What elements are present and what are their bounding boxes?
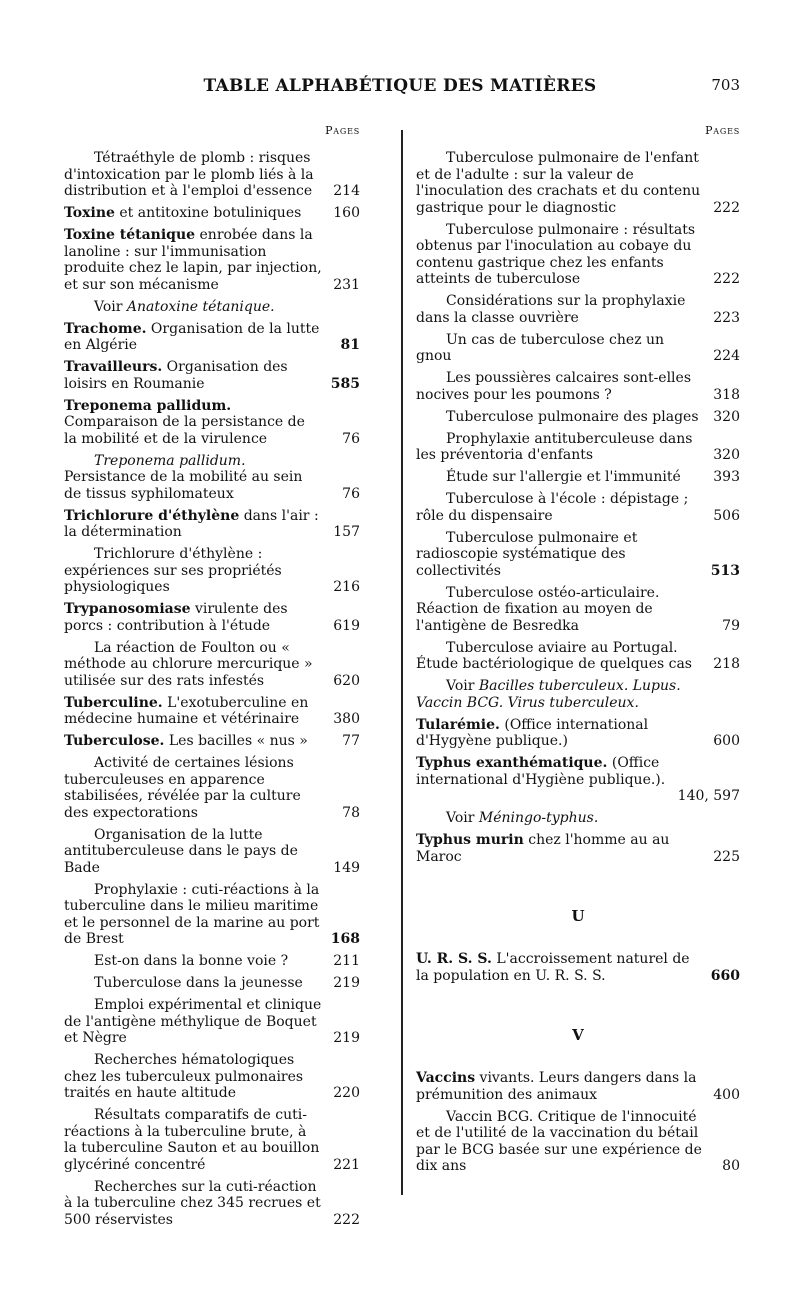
entry-text: chez l'homme au au Maroc xyxy=(416,832,670,865)
see-also-entry xyxy=(64,299,360,316)
section-letter-u: U xyxy=(571,907,585,925)
index-entry xyxy=(64,997,360,1047)
entry-page: 225 xyxy=(713,848,740,865)
entry-page: 506 xyxy=(713,507,740,524)
entry-page: 214 xyxy=(333,183,360,199)
index-entry xyxy=(416,951,740,984)
column-divider xyxy=(401,130,403,1195)
index-entry xyxy=(416,293,740,326)
entry-text: Prophylaxie antituberculeuse dans les préventoria d'enfants xyxy=(416,430,693,463)
index-entry xyxy=(64,205,360,222)
entry-page: 78 xyxy=(342,804,360,821)
see-also-entry xyxy=(416,678,740,711)
index-entry xyxy=(64,601,360,634)
entry-text: enrobée dans la lanoline : sur l'immunisation produite chez le lapin, par injection, et sur son mécanisme xyxy=(64,227,322,293)
entry-text: (Office international d'Hygiène publique.). xyxy=(416,755,666,788)
entry-page: 619 xyxy=(333,617,360,634)
index-entry xyxy=(416,1109,740,1175)
index-entry xyxy=(64,150,360,200)
index-entry xyxy=(416,530,740,580)
index-entry xyxy=(416,491,740,524)
entry-page: 157 xyxy=(333,524,360,540)
entry-heading: Toxine tétanique xyxy=(64,227,196,243)
index-entry xyxy=(416,469,740,486)
entry-page: 168 xyxy=(330,931,360,947)
index-entry xyxy=(416,755,740,805)
entry-text: Tuberculose pulmonaire et radioscopie systématique des collectivités xyxy=(416,529,638,579)
entry-text: Comparaison de la persistance de la mobilité et de la virulence xyxy=(64,414,305,447)
entry-page: 222 xyxy=(713,271,740,287)
entry-page: 221 xyxy=(333,1156,360,1173)
entry-page: 218 xyxy=(713,656,740,672)
entry-heading: Vaccins xyxy=(416,1070,476,1086)
right-column xyxy=(416,150,740,1180)
index-entry xyxy=(64,321,360,354)
index-entry xyxy=(64,398,360,448)
index-entry xyxy=(416,332,740,365)
index-entry xyxy=(64,546,360,596)
index-entry xyxy=(64,733,360,750)
section-letter-v: V xyxy=(572,1026,584,1044)
entry-text: Trichlorure d'éthylène : expériences sur ses propriétés physiologiques xyxy=(64,546,282,595)
entry-heading: Toxine xyxy=(64,205,115,221)
entry-page: 219 xyxy=(333,1030,360,1046)
index-entry xyxy=(416,409,740,426)
entry-text: Persistance de la mobilité au sein de tissus syphilomateux xyxy=(64,469,303,502)
entry-text: Organisation de la lutte en Algérie xyxy=(64,320,320,353)
index-entry xyxy=(64,953,360,970)
entry-text: Recherches sur la cuti-réaction à la tuberculine chez 345 recrues et 500 réservistes xyxy=(64,1178,321,1228)
entry-page: 400 xyxy=(713,1086,740,1103)
entry-text: Considérations sur la prophylaxie dans la classe ouvrière xyxy=(416,293,686,326)
entry-text: Organisation de la lutte antituberculeuse dans le pays de Bade xyxy=(64,826,298,876)
entry-heading: Trachome. xyxy=(64,320,147,337)
column-header-pages-right: Pages xyxy=(705,124,740,137)
entry-page: 211 xyxy=(333,953,360,969)
entry-page: 620 xyxy=(333,672,360,689)
entry-text: L'accroissement naturel de la population en U. R. S. S. xyxy=(416,951,690,984)
entry-text: Tétraéthyle de plomb : risques d'intoxication par le plomb liés à la distribution et à l'emploi d'essence xyxy=(64,150,314,199)
entry-page: 77 xyxy=(342,733,360,749)
entry-page: 231 xyxy=(333,276,360,293)
index-entry xyxy=(64,695,360,728)
entry-text: Recherches hématologiques chez les tuberculeux pulmonaires traités en haute altitude xyxy=(64,1052,304,1101)
index-entry xyxy=(416,832,740,865)
index-entry xyxy=(416,585,740,635)
index-entry xyxy=(416,1070,740,1103)
entry-page: 140, 597 xyxy=(677,788,740,804)
index-entry xyxy=(64,1179,360,1229)
entry-page: 76 xyxy=(342,485,360,502)
entry-text: Emploi expérimental et clinique de l'antigène méthylique de Boquet et Nègre xyxy=(64,997,322,1046)
entry-heading: Travailleurs. xyxy=(64,359,163,375)
entry-page: 320 xyxy=(713,408,740,425)
entry-text: et antitoxine botuliniques xyxy=(114,205,302,221)
entry-heading: Trypanosomiase xyxy=(64,601,191,617)
see-label: Voir xyxy=(446,678,479,694)
column-header-pages-left: Pages xyxy=(325,124,360,137)
entry-text: Tuberculose pulmonaire de l'enfant et de l'adulte : sur la valeur de l'inoculation des crachats et du contenu gastrique pour le diagnostic xyxy=(416,150,701,216)
index-entry xyxy=(416,370,740,403)
entry-page: 380 xyxy=(333,711,360,727)
entry-text: L'exotuberculine en médecine humaine et vétérinaire xyxy=(64,694,309,727)
entry-heading: Tuberculine. xyxy=(64,694,163,711)
see-label: Voir xyxy=(446,810,479,826)
index-entry xyxy=(416,222,740,288)
index-entry xyxy=(416,150,740,216)
entry-heading: Tuberculose. xyxy=(64,733,165,749)
entry-page: 79 xyxy=(722,617,740,634)
see-target: Bacilles tuberculeux. Lupus. Vaccin BCG. Virus tuberculeux. xyxy=(416,678,681,711)
entry-page: 76 xyxy=(342,430,360,447)
entry-page: 224 xyxy=(713,348,740,364)
entry-heading: Treponema pallidum. xyxy=(64,397,232,414)
index-entry xyxy=(64,827,360,877)
see-also-entry xyxy=(416,810,740,827)
index-entry xyxy=(64,640,360,690)
entry-page: 318 xyxy=(713,386,740,403)
entry-page: 220 xyxy=(333,1085,360,1101)
running-title: TABLE ALPHABÉTIQUE DES MATIÈRES xyxy=(203,76,597,96)
entry-page: 513 xyxy=(710,562,740,579)
index-entry xyxy=(64,1052,360,1102)
page-number: 703 xyxy=(711,76,740,94)
entry-text: Tuberculose aviaire au Portugal. Étude bactériologique de quelques cas xyxy=(416,639,692,672)
entry-text: Est-on dans la bonne voie ? xyxy=(94,953,289,969)
entry-page: 81 xyxy=(340,337,360,353)
entry-text: dans l'air : la détermination xyxy=(64,507,319,540)
entry-text: Un cas de tuberculose chez un gnou xyxy=(416,331,665,364)
entry-text: Tuberculose à l'école : dépistage ; rôle du dispensaire xyxy=(416,491,689,524)
entry-text: Vaccin BCG. Critique de l'innocuité et de l'utilité de la vaccination du bétail par le BCG basée sur une expérience de dix ans xyxy=(416,1108,702,1174)
entry-text: virulente des porcs : contribution à l'étude xyxy=(64,601,288,634)
index-entry xyxy=(416,717,740,750)
entry-page: 222 xyxy=(713,199,740,216)
entry-text: (Office international d'Hygyène publique.) xyxy=(416,716,649,749)
see-label: Voir xyxy=(94,298,127,315)
entry-page: 219 xyxy=(333,975,360,991)
entry-italic: Treponema pallidum. xyxy=(94,452,246,469)
entry-text: Étude sur l'allergie et l'immunité xyxy=(446,469,681,485)
see-target: Anatoxine tétanique. xyxy=(126,298,275,315)
entry-text: La réaction de Foulton ou « méthode au chlorure mercurique » utilisée sur des rats infestés xyxy=(64,639,313,689)
entry-page: 80 xyxy=(722,1158,740,1174)
entry-page: 223 xyxy=(713,309,740,326)
entry-heading: Typhus murin xyxy=(416,832,524,848)
entry-page: 393 xyxy=(713,469,740,485)
index-entry xyxy=(64,453,360,503)
entry-text: Activité de certaines lésions tuberculeuses en apparence stabilisées, révélée par la culture des expectorations xyxy=(64,755,301,821)
entry-text: Prophylaxie : cuti-réactions à la tuberculine dans le milieu maritime et le personnel de la marine au port de Brest xyxy=(64,881,320,947)
entry-text: vivants. Leurs dangers dans la prémunition des animaux xyxy=(416,1070,697,1103)
entry-page: 600 xyxy=(713,733,740,749)
index-entry xyxy=(64,359,360,392)
index-entry xyxy=(64,1107,360,1173)
index-entry xyxy=(64,755,360,821)
entry-text: Tuberculose dans la jeunesse xyxy=(94,975,303,991)
index-entry xyxy=(64,227,360,293)
index-entry xyxy=(416,431,740,464)
entry-page: 160 xyxy=(333,205,360,221)
entry-page: 216 xyxy=(333,579,360,595)
entry-text: Organisation des loisirs en Roumanie xyxy=(64,359,288,392)
entry-page: 585 xyxy=(330,375,360,392)
index-entry xyxy=(416,640,740,673)
entry-heading: U. R. S. S. xyxy=(416,951,492,967)
entry-text: Les bacilles « nus » xyxy=(164,733,308,749)
entry-text: Résultats comparatifs de cuti-réactions à la tuberculine brute, à la tuberculine Sauton et au bouillon glycériné concentré xyxy=(64,1107,320,1173)
entry-page: 222 xyxy=(333,1211,360,1228)
entry-heading: Tularémie. xyxy=(416,716,500,733)
entry-page: 320 xyxy=(713,447,740,463)
index-entry xyxy=(64,882,360,948)
entry-page: 149 xyxy=(333,859,360,876)
index-entry xyxy=(64,508,360,541)
index-entry xyxy=(64,975,360,992)
entry-text: Tuberculose pulmonaire des plages xyxy=(446,408,699,425)
entry-heading: Trichlorure d'éthylène xyxy=(64,507,240,524)
entry-text: Tuberculose ostéo-articulaire. Réaction de fixation au moyen de l'antigène de Besredka xyxy=(416,584,660,634)
entry-text: Les poussières calcaires sont-elles nocives pour les poumons ? xyxy=(416,370,692,403)
entry-text: Tuberculose pulmonaire : résultats obtenus par l'inoculation au cobaye du contenu gastrique chez les enfants atteints de tuberculose xyxy=(416,221,696,287)
entry-page: 660 xyxy=(710,967,740,984)
left-column xyxy=(64,150,360,1234)
entry-heading: Typhus exanthématique. xyxy=(416,755,608,771)
see-target: Méningo-typhus. xyxy=(478,810,599,826)
